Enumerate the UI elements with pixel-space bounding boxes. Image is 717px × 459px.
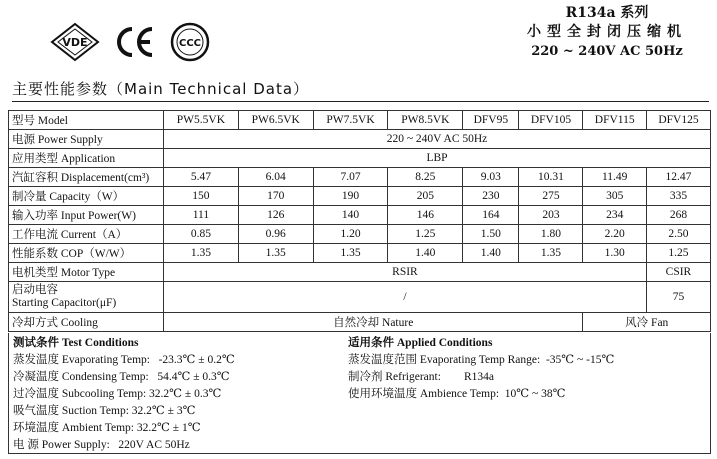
table-cell: 1.50	[463, 225, 519, 244]
table-cell: 111	[164, 206, 239, 225]
condition-value: 32.2℃ ± 0.3℃	[149, 388, 222, 400]
table-cell: 1.40	[388, 244, 463, 263]
row-label: 应用类型 Application	[9, 149, 164, 168]
model-cell: DFV95	[463, 111, 519, 130]
condition-line	[13, 437, 235, 454]
model-cell: PW8.5VK	[388, 111, 463, 130]
model-row	[9, 111, 711, 130]
table-cell: 1.80	[519, 225, 583, 244]
condition-line	[348, 369, 614, 386]
cooling-value-nature: 自然冷却 Nature	[164, 313, 583, 332]
row-label: 冷却方式 Cooling	[9, 313, 164, 332]
conditions-box	[8, 333, 711, 454]
ce-logo	[114, 23, 156, 61]
condition-value: 220V AC 50Hz	[118, 439, 190, 451]
cooling-value-fan: 风冷 Fan	[583, 313, 711, 332]
condition-line	[348, 352, 614, 369]
capacitor-value: 75	[646, 282, 710, 313]
table-cell: 1.35	[238, 244, 313, 263]
condition-label: 使用环境温度 Ambience Temp:	[348, 388, 500, 400]
cop-row	[9, 244, 711, 263]
condition-label: 制冷剂 Refrigerant:	[348, 371, 441, 383]
condition-label: 过冷温度 Subcooling Temp:	[13, 388, 147, 400]
table-cell: 11.49	[583, 168, 646, 187]
condition-value: 32.2℃ ± 1℃	[136, 422, 201, 434]
capacitor-label-cn: 启动电容	[12, 284, 58, 296]
condition-label: 蒸发温度范围 Evaporating Temp Range:	[348, 354, 541, 366]
condition-label: 环境温度 Ambient Temp:	[13, 422, 135, 434]
ccc-logo	[170, 22, 210, 62]
condition-value: -23.3℃ ± 0.2℃	[158, 354, 235, 366]
svg-text:CCC: CCC	[178, 38, 202, 49]
condition-value: 54.4℃ ± 0.3℃	[157, 371, 230, 383]
condition-line	[348, 386, 614, 403]
certification-logos	[50, 22, 210, 62]
table-cell: 305	[583, 187, 646, 206]
row-label: 输入功率 Input Power(W)	[9, 206, 164, 225]
condition-value: 32.2℃ ± 3℃	[131, 405, 196, 417]
table-cell: 0.96	[238, 225, 313, 244]
series-power: 220 ~ 240V AC 50Hz	[531, 44, 683, 59]
table-cell: 1.30	[583, 244, 646, 263]
capacitor-value-none: /	[164, 282, 647, 313]
table-cell: 275	[519, 187, 583, 206]
model-cell: DFV125	[646, 111, 710, 130]
table-cell: 10.31	[519, 168, 583, 187]
table-cell: 170	[238, 187, 313, 206]
table-cell: 2.50	[646, 225, 710, 244]
technical-data-table	[8, 110, 711, 332]
row-label	[9, 282, 164, 313]
current-row	[9, 225, 711, 244]
capacity-row	[9, 187, 711, 206]
capacitor-row	[9, 282, 711, 313]
table-cell: 230	[463, 187, 519, 206]
condition-line	[13, 403, 235, 420]
svg-text:VDE: VDE	[62, 36, 88, 49]
condition-label: 电 源 Power Supply:	[13, 439, 110, 451]
model-cell: DFV105	[519, 111, 583, 130]
table-cell: 1.25	[388, 225, 463, 244]
table-cell: 146	[388, 206, 463, 225]
table-cell: 234	[583, 206, 646, 225]
table-cell: 5.47	[164, 168, 239, 187]
model-cell: DFV115	[583, 111, 646, 130]
application-value: LBP	[164, 149, 711, 168]
series-title	[527, 4, 687, 61]
section-divider	[12, 101, 709, 102]
row-label: 电机类型 Motor Type	[9, 263, 164, 282]
table-cell: 1.35	[313, 244, 388, 263]
table-cell: 6.04	[238, 168, 313, 187]
table-cell: 7.07	[313, 168, 388, 187]
table-cell: 150	[164, 187, 239, 206]
row-label: 电源 Power Supply	[9, 130, 164, 149]
condition-value: -35℃ ~ -15℃	[545, 354, 615, 366]
table-cell: 1.40	[463, 244, 519, 263]
applied-conditions-title: 适用条件 Applied Conditions	[348, 337, 493, 349]
motor-row	[9, 263, 711, 282]
table-cell: 9.03	[463, 168, 519, 187]
table-cell: 126	[238, 206, 313, 225]
table-cell: 1.20	[313, 225, 388, 244]
condition-line	[13, 420, 235, 437]
table-cell: 1.25	[646, 244, 710, 263]
motor-value-csir: CSIR	[646, 263, 710, 282]
table-cell: 268	[646, 206, 710, 225]
product-type: 小型全封闭压缩机	[527, 24, 687, 40]
table-cell: 335	[646, 187, 710, 206]
table-cell: 0.85	[164, 225, 239, 244]
table-cell: 2.20	[583, 225, 646, 244]
test-conditions	[13, 335, 235, 454]
table-cell: 203	[519, 206, 583, 225]
input-power-row	[9, 206, 711, 225]
condition-label: 吸气温度 Suction Temp:	[13, 405, 129, 417]
row-label: 工作电流 Current（A）	[9, 225, 164, 244]
model-cell: PW5.5VK	[164, 111, 239, 130]
applied-conditions	[348, 335, 614, 403]
table-cell: 190	[313, 187, 388, 206]
condition-value: 10℃ ~ 38℃	[504, 388, 566, 400]
condition-value: R134a	[463, 371, 494, 383]
table-cell: 205	[388, 187, 463, 206]
condition-line	[13, 369, 235, 386]
table-cell: 8.25	[388, 168, 463, 187]
displacement-row	[9, 168, 711, 187]
table-cell: 12.47	[646, 168, 710, 187]
condition-line	[13, 352, 235, 369]
table-cell: 140	[313, 206, 388, 225]
model-cell: PW7.5VK	[313, 111, 388, 130]
condition-line	[13, 386, 235, 403]
row-label: 汽缸容积 Displacement(cm³)	[9, 168, 164, 187]
application-row	[9, 149, 711, 168]
power-value: 220 ~ 240V AC 50Hz	[164, 130, 711, 149]
table-cell: 1.35	[519, 244, 583, 263]
row-label: 性能系数 COP（W/W）	[9, 244, 164, 263]
motor-value-rsir: RSIR	[164, 263, 647, 282]
row-label: 制冷量 Capacity（W）	[9, 187, 164, 206]
test-conditions-title: 测试条件 Test Conditions	[13, 337, 139, 349]
row-label: 型号 Model	[9, 111, 164, 130]
condition-label: 冷凝温度 Condensing Temp:	[13, 371, 149, 383]
condition-label: 蒸发温度 Evaporating Temp:	[13, 354, 150, 366]
table-cell: 1.35	[164, 244, 239, 263]
section-title: 主要性能参数（Main Technical Data）	[12, 80, 310, 98]
series-name: R134a 系列	[565, 5, 649, 21]
power-row	[9, 130, 711, 149]
model-cell: PW6.5VK	[238, 111, 313, 130]
vde-logo	[50, 22, 100, 62]
cooling-row	[9, 313, 711, 332]
capacitor-label-en: Starting Capacitor(μF)	[12, 297, 117, 309]
table-cell: 164	[463, 206, 519, 225]
